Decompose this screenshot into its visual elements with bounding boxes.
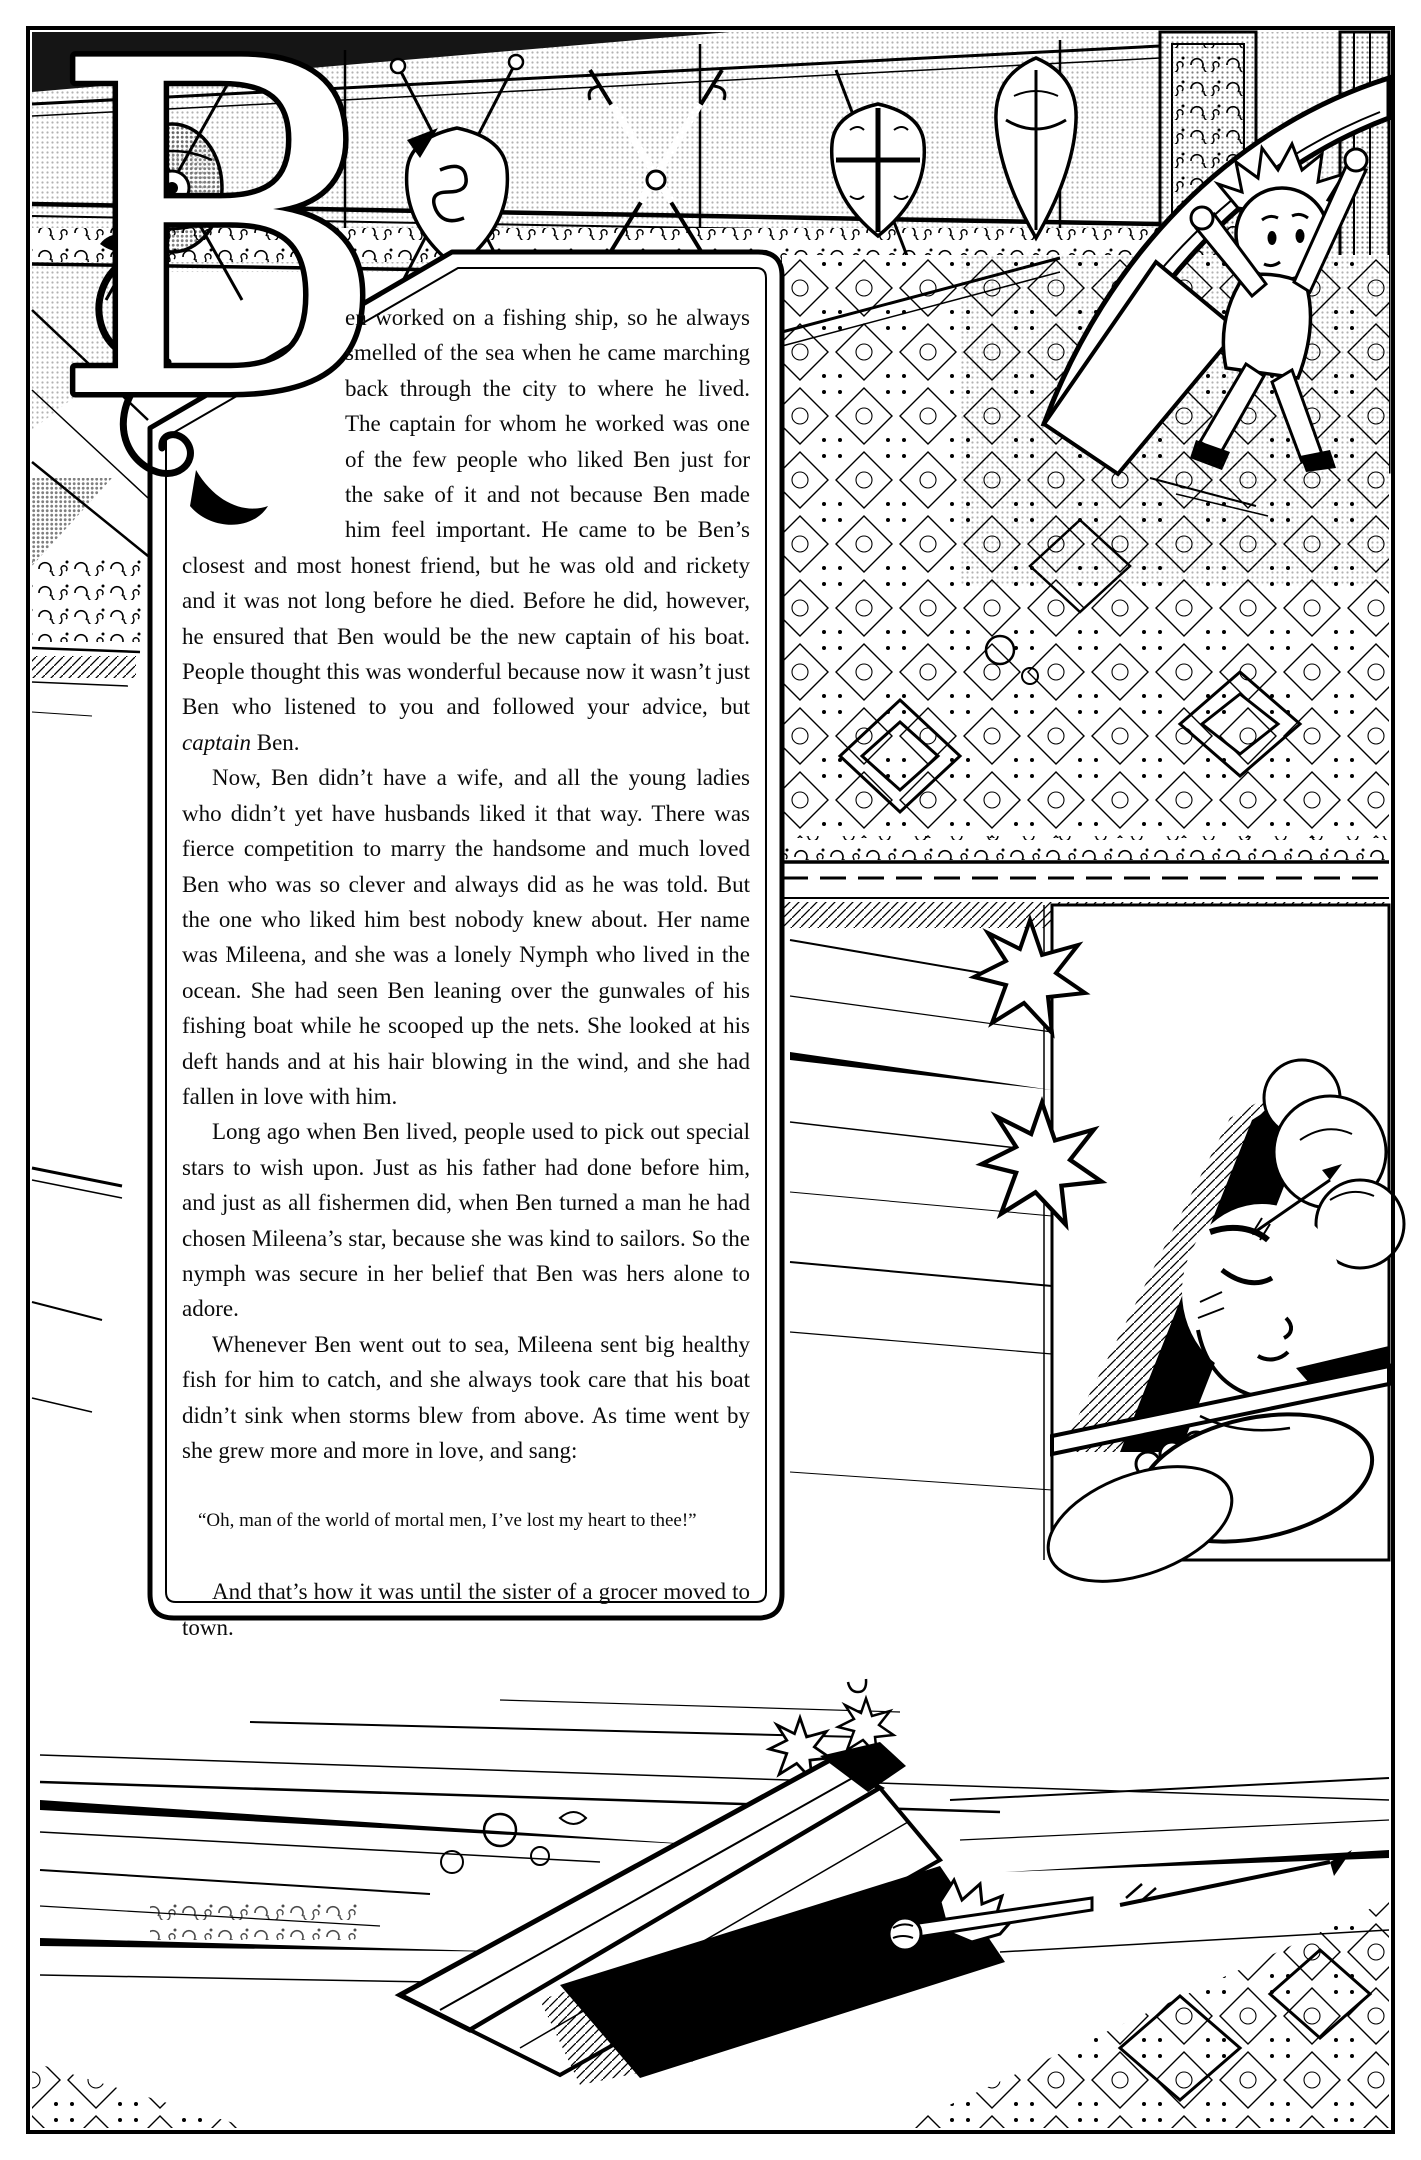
story-paragraph-2: Now, Ben didn’t have a wife, and all the young ladies who didn’t yet have husbands liked it that way. There was fierce competition to marry the handsome and much loved Ben who was so clever and always did as he was told. But the one who liked him best nobody knew about. Her name was Mileena, and she was a lonely Nymph who lived in the ocean. She had seen Ben leaning over the gunwales of his fishing boat while he scooped up the nets. She looked at his deft hands and at his hair blowing in the wind, and she had fallen in love with him. [182, 765, 750, 1109]
story-paragraph-3: Long ago when Ben lived, people used to pick out special stars to wish upon. Just as his father had done before him, and just as all fishermen did, when Ben turned a man he had chosen Mileena’s star, because she was kind to sailors. So the nymph was secure in her belief that Ben was hers alone to adore. [182, 1119, 750, 1322]
drop-cap-spacer [182, 300, 345, 514]
gliding-face-panel [790, 905, 1404, 1604]
story-paragraph-1: en worked on a fishing ship, so he always smelled of the sea when he came marching back through the city to where he lived. The captain for whom he worked was one of the few people who liked Ben just for the sake of it and not because Ben made him feel important. He came to be Ben’s closest and most honest friend, but he was old and rickety and it was not long before he died. Before he did, however, he ensured that Ben would be the new captain of his boat. People thought this was wonderful because now it wasn’t just Ben who listened to you and followed your advice, but captain Ben. [182, 300, 750, 760]
story-paragraph-4: Whenever Ben went out to sea, Mileena sent big healthy fish for him to catch, and she always took care that his boat didn’t sink when storms blew from above. As time went by she grew more and more in love, and sang: [182, 1331, 750, 1463]
drop-cap-letter: B [50, 0, 389, 501]
story-paragraph-5: And that’s how it was until the sister of a grocer moved to town. [182, 1579, 750, 1640]
bird-doodle-icon [848, 1679, 866, 1692]
italic-word: captain [182, 729, 251, 755]
story-text-block [182, 300, 750, 1645]
crashed-glider-illustration [400, 1742, 1092, 2085]
story-quote: “Oh, man of the world of mortal men, I’ve lost my heart to thee!” [198, 1510, 697, 1532]
